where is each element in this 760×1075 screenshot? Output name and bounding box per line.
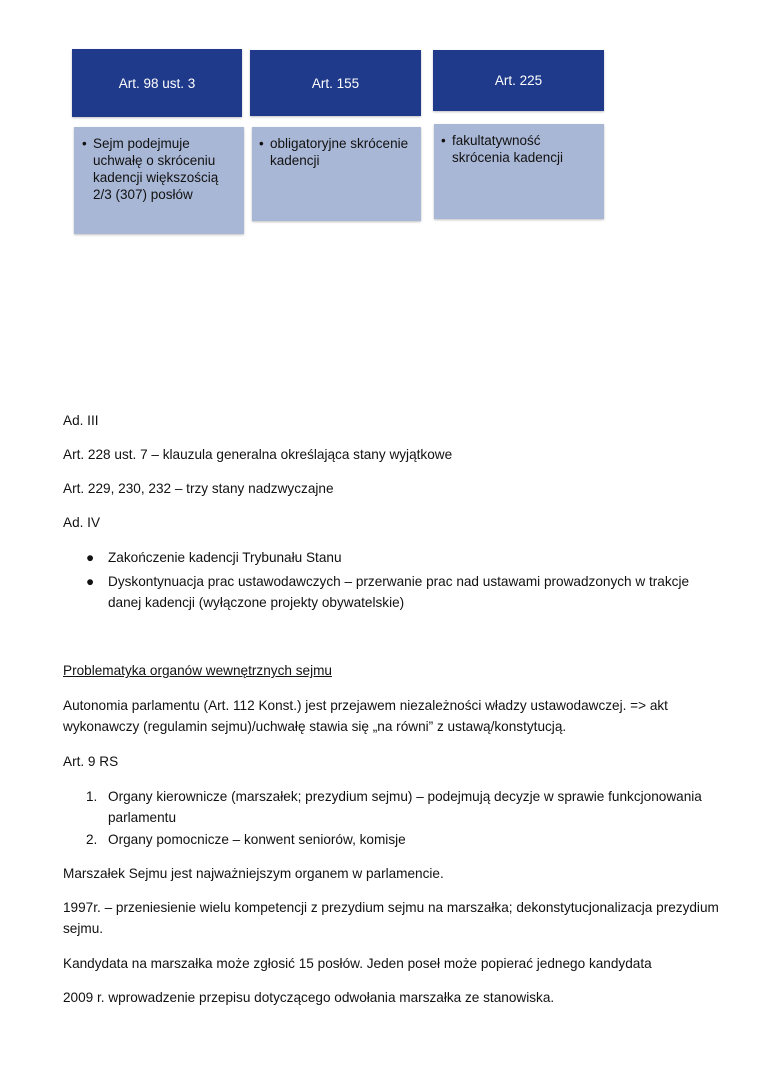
paragraph-art-229: Art. 229, 230, 232 – trzy stany nadzwyczajne	[63, 481, 334, 496]
paragraph-2009: 2009 r. wprowadzenie przepisu dotyczącego odwołania marszałka ze stanowiska.	[63, 990, 555, 1005]
list-number: 1.	[86, 789, 98, 804]
diagram-header-art155	[250, 50, 421, 116]
paragraph-kandydata: Kandydata na marszałka może zgłosić 15 posłów. Jeden poseł może popierać jednego kandydata	[63, 956, 652, 971]
heading-ad-iii: Ad. III	[63, 413, 99, 428]
diagram-bullet: • Sejm podejmuje uchwałę o skróceniu kadencji większością 2/3 (307) posłów	[82, 135, 238, 203]
paragraph-autonomia: Autonomia parlamentu (Art. 112 Konst.) jest przejawem niezależności władzy ustawodawczej. => akt wykonawczy (regulamin sejmu)/uchwałę stawia się „na równi” z ustawą/konstytucją.	[63, 698, 668, 734]
diagram-header-label: Art. 155	[311, 75, 360, 91]
section-title: Problematyka organów wewnętrznych sejmu	[63, 663, 332, 678]
list-item: Zakończenie kadencji Trybunału Stanu	[108, 550, 342, 565]
paragraph-art-9: Art. 9 RS	[63, 754, 119, 769]
diagram-box-art225	[434, 124, 604, 219]
heading-ad-iv: Ad. IV	[63, 515, 101, 530]
diagram-header-label: Art. 225	[494, 73, 543, 88]
list-number: 2.	[86, 832, 98, 847]
paragraph-art-228: Art. 228 ust. 7 – klauzula generalna określająca stany wyjątkowe	[63, 447, 453, 462]
diagram-box-art155	[252, 127, 421, 221]
list-item: Organy kierownicze (marszałek; prezydium sejmu) – podejmują decyzje w sprawie funkcjonowania parlamentu	[108, 789, 702, 825]
list-item: Organy pomocnicze – konwent seniorów, komisje	[108, 832, 406, 847]
list-item: Dyskontynuacja prac ustawodawczych – przerwanie prac nad ustawami prowadzonych w trakcje danej kadencji (wyłączone projekty obywatelskie)	[108, 574, 690, 610]
diagram-header-art98	[72, 49, 242, 117]
bullet-marker: ●	[86, 550, 95, 565]
diagram-header-label: Art. 98 ust. 3	[118, 75, 196, 91]
diagram-bullet: • obligatoryjne skrócenie kadencji	[259, 135, 415, 169]
diagram-bullet: • fakultatywność skrócenia kadencji	[441, 132, 598, 166]
diagram-header-art225	[433, 50, 604, 111]
bullet-marker: ●	[86, 574, 95, 589]
diagram-box-art98	[74, 127, 244, 234]
paragraph-marszalek: Marszałek Sejmu jest najważniejszym organem w parlamencie.	[63, 866, 444, 881]
paragraph-1997: 1997r. – przeniesienie wielu kompetencji z prezydium sejmu na marszałka; dekonstytucjonalizacja prezydium sejmu.	[63, 900, 719, 936]
